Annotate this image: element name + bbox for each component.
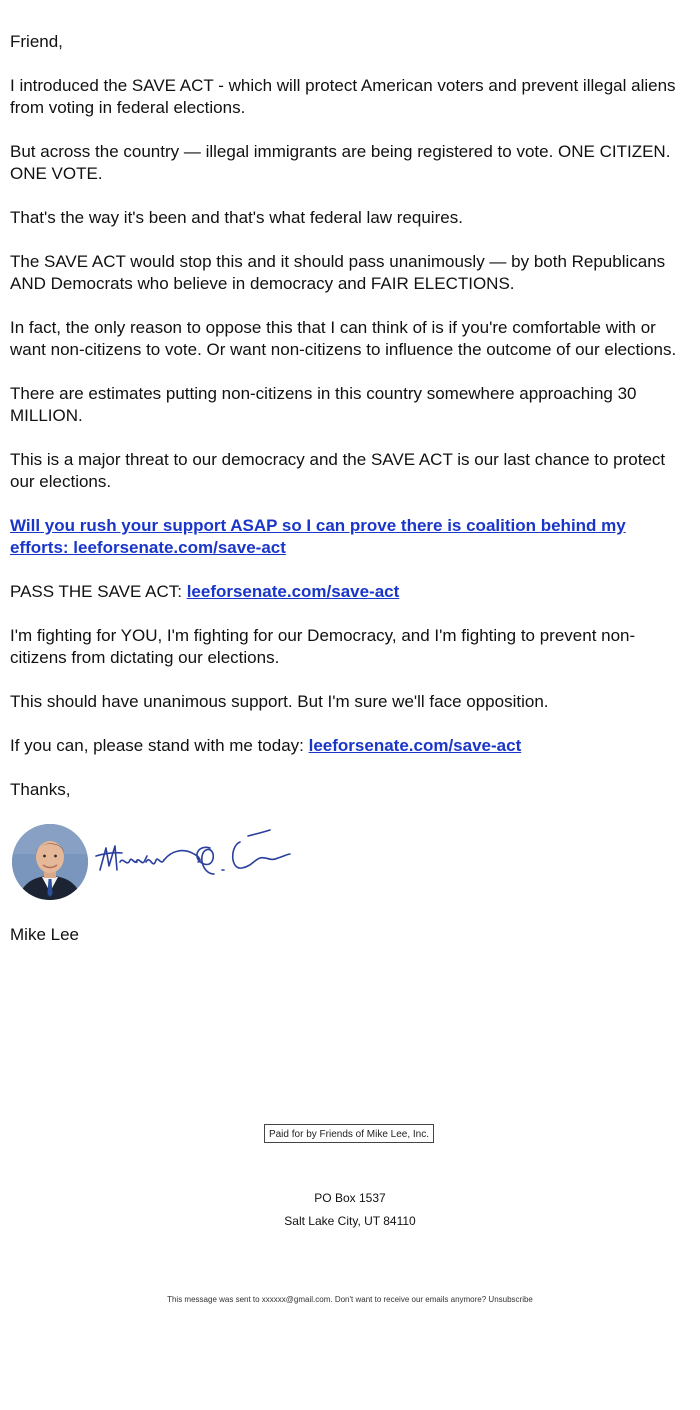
paragraph-estimates: There are estimates putting non-citizens in this country somewhere approaching 30 MILLION. bbox=[10, 384, 637, 425]
closing: Thanks, bbox=[10, 780, 71, 799]
pass-act-link[interactable]: leeforsenate.com/save-act bbox=[186, 582, 400, 601]
salutation: Friend, bbox=[10, 32, 63, 51]
stand-paragraph bbox=[10, 735, 682, 757]
stand-label: If you can, please stand with me today: bbox=[10, 736, 309, 755]
paragraph-fighting: I'm fighting for YOU, I'm fighting for our Democracy, and I'm fighting to prevent non-citizens from dictating our elections. bbox=[10, 626, 636, 667]
paid-for-disclaimer: Paid for by Friends of Mike Lee, Inc. bbox=[264, 1124, 434, 1143]
avatar bbox=[12, 824, 88, 900]
paragraph-unanimous-support: This should have unanimous support. But I'm sure we'll face opposition. bbox=[10, 692, 549, 711]
paragraph-intro: I introduced the SAVE ACT - which will protect American voters and prevent illegal aliens from voting in federal elections. bbox=[10, 76, 676, 117]
address-po-box: PO Box 1537 bbox=[314, 1191, 386, 1205]
paragraph-pass-unanimously: The SAVE ACT would stop this and it should pass unanimously — by both Republicans AND Democrats who believe in democracy and FAIR ELECTIONS. bbox=[10, 252, 666, 293]
signer-name: Mike Lee bbox=[10, 925, 79, 944]
pass-act-label: PASS THE SAVE ACT: bbox=[10, 582, 187, 601]
stand-link[interactable]: leeforsenate.com/save-act bbox=[308, 736, 522, 755]
paragraph-federal-law: That's the way it's been and that's what federal law requires. bbox=[10, 208, 463, 227]
signature-block bbox=[10, 823, 682, 903]
portrait-avatar-icon bbox=[12, 824, 88, 900]
handwritten-signature-icon bbox=[90, 826, 300, 886]
paragraph-registration: But across the country — illegal immigrants are being registered to vote. ONE CITIZEN. ONE VOTE. bbox=[10, 142, 671, 183]
email-body bbox=[10, 31, 682, 968]
pass-act-paragraph bbox=[10, 581, 682, 603]
address-city: Salt Lake City, UT 84110 bbox=[284, 1214, 416, 1228]
paragraph-oppose-reason: In fact, the only reason to oppose this that I can think of is if you're comfortable with or want non-citizens to vote. Or want non-citizens to influence the outcome of our elections. bbox=[10, 318, 677, 359]
unsubscribe-notice[interactable]: This message was sent to xxxxxx@gmail.com. Don't want to receive our emails anymore? Unsubscribe bbox=[167, 1295, 533, 1304]
paragraph-major-threat: This is a major threat to our democracy and the SAVE ACT is our last chance to protect our elections. bbox=[10, 450, 666, 491]
cta-paragraph bbox=[10, 515, 682, 559]
cta-link[interactable]: Will you rush your support ASAP so I can prove there is coalition behind my efforts: leeforsenate.com/save-act bbox=[10, 516, 626, 557]
